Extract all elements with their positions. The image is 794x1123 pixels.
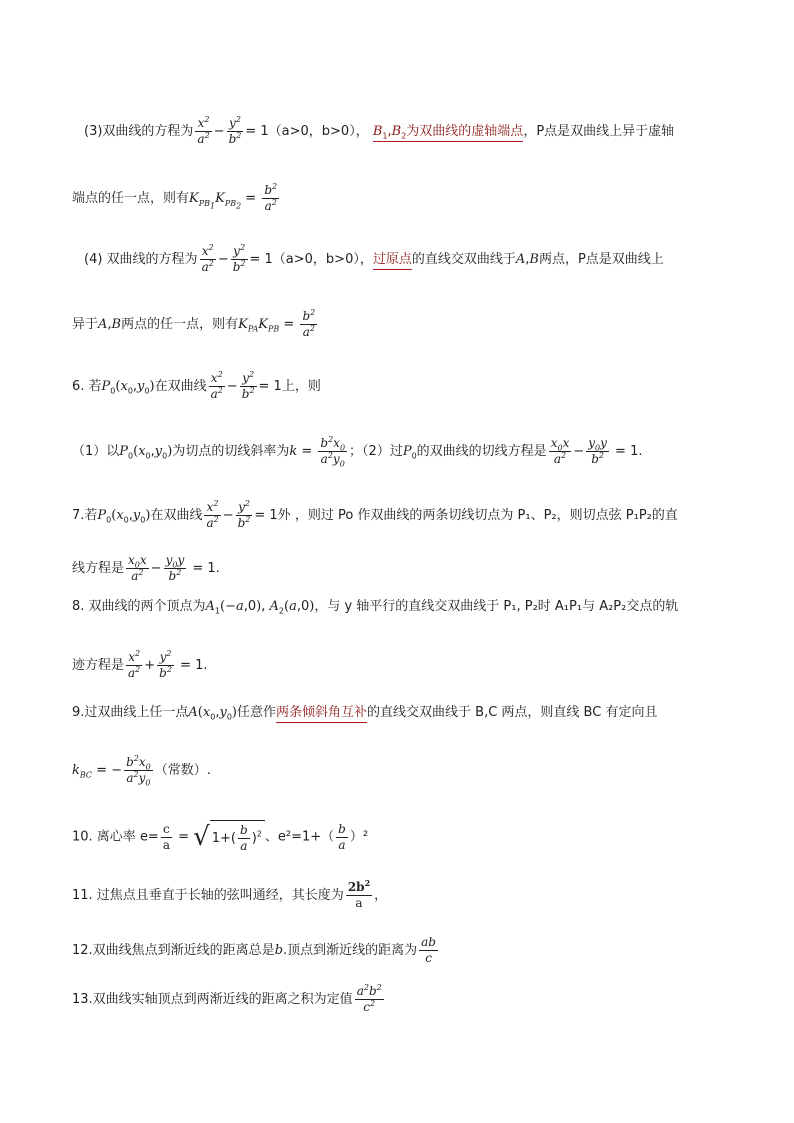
item-8-line-2: 迹方程是 $\frac{x^2}{a^2}$ + $\frac{y^2}{b^2}$ = 1.	[72, 649, 208, 680]
fraction: $\frac{b^2x_0}{a^2y_0}$	[320, 435, 346, 469]
item-7-line-1: 7.若$P_0(x_0,y_0)$在双曲线 $\frac{x^2}{a^2}$ − $\frac{y^2}{b^2}$ = 1外 ，则过 Po 作双曲线的两条切线切点为 P₁、P₂，则切点弦 P₁P₂的直	[72, 499, 678, 530]
item-11: 11. 过焦点且垂直于长轴的弦叫通经，其长度为 $\frac{2b^2}{a}$ ，	[72, 878, 388, 910]
item-7-line-2: 线方程是 $\frac{x_0x}{a^2}$ − $\frac{y_0y}{b^2}$ = 1.	[72, 553, 220, 583]
fraction: $\frac{y^2}{b^2}$	[159, 649, 172, 680]
fraction: $\frac{y^2}{b^2}$	[241, 370, 255, 401]
item-12: 12.双曲线焦点到渐近线的距离总是b.顶点到渐近线的距离为 $\frac{ab}{c}$	[72, 935, 436, 965]
item-3-line-2: 端点的任一点，则有$K_{PB_1}K_{PB_2}$ = $\frac{b^2}{a^2}$	[72, 182, 278, 213]
fraction: $\frac{x^2}{a^2}$	[201, 243, 214, 274]
condition-text: = 1（a>0，b>0），	[245, 124, 369, 139]
highlight-underline: 过原点	[373, 252, 412, 270]
item-6-line-1: 6. 若$P_0(x_0,y_0)$在双曲线 $\frac{x^2}{a^2}$ − $\frac{y^2}{b^2}$ = 1上，则	[72, 370, 321, 401]
fraction: $\frac{x_0x}{a^2}$	[128, 553, 147, 583]
fraction: $\frac{ab}{c}$	[421, 935, 436, 965]
item-10: 10. 离心率 e= $\frac{c}{a}$ = √ 1+( $\frac{b}{a}$ )$^2$ 、e²=1+（ $\frac{b}{a}$ ）²	[72, 821, 369, 853]
item-4-line-1: (4) 双曲线的方程为 $\frac{x^2}{a^2}$ − $\frac{y^2}{b^2}$ = 1（a>0，b>0），过原点的直线交双曲线于A,B两点，P点是双曲线上	[84, 243, 664, 274]
sqrt-expression: √ 1+( $\frac{b}{a}$ )$^2$	[193, 820, 265, 854]
fraction: $\frac{y^2}{b^2}$	[228, 115, 242, 146]
item-9-line-1: 9.过双曲线上任一点$A(x_0,y_0)$任意作两条倾斜角互补的直线交双曲线于 B,C 两点，则直线 BC 有定向且	[72, 705, 658, 722]
fraction: $\frac{a^2b^2}{c^2}$	[356, 983, 382, 1014]
highlight-underline: 两条倾斜角互补	[276, 705, 367, 723]
fraction: $\frac{2b^2}{a}$	[347, 878, 371, 910]
fraction: $\frac{b^2x_0}{a^2y_0}$	[126, 754, 151, 788]
highlight-underline: $B_1,B_2$为双曲线的虚轴端点	[372, 124, 524, 141]
fraction: $\frac{y_0y}{b^2}$	[165, 553, 185, 583]
item-3-post: ，P点是双曲线上异于虚轴	[523, 124, 675, 139]
item-6-line-2: （1）以$P_0(x_0,y_0)$为切点的切线斜率为k = $\frac{b^2x_0}{a^2y_0}$ ；（2）过$P_0$的双曲线的切线方程是 $\frac{x_0x}{a^2}$ − $\frac{y_0y}{b^2}$ = 1.	[72, 435, 643, 469]
fraction: $\frac{x_0x}{a^2}$	[550, 436, 570, 466]
item-3-text: (3)双曲线的方程为	[84, 124, 194, 139]
item-9-line-2: $k_{BC}$ = − $\frac{b^2x_0}{a^2y_0}$ （常数）.	[72, 754, 211, 788]
item-4-line-2: 异于A,B两点的任一点，则有$K_{PA}K_{PB}$ = $\frac{b^2}{a^2}$	[72, 308, 316, 339]
item-8-line-1: 8. 双曲线的两个顶点为$A_1(-a,0)$, $A_2(a,0)$，与 y 轴平行的直线交双曲线于 P₁, P₂时 A₁P₁与 A₂P₂交点的轨	[72, 599, 679, 616]
item-13: 13.双曲线实轴顶点到两渐近线的距离之积为定值 $\frac{a^2b^2}{c^2}$	[72, 983, 382, 1014]
fraction: $\frac{b^2}{a^2}$	[264, 182, 278, 213]
fraction: $\frac{c}{a}$	[162, 821, 170, 852]
fraction: $\frac{y^2}{b^2}$	[237, 499, 251, 530]
item-3-line-1: (3)双曲线的方程为 $\frac{x^2}{a^2}$ − $\frac{y^2}{b^2}$ = 1（a>0，b>0）， $B_1,B_2$为双曲线的虚轴端点，P点是双曲线上异于虚轴	[84, 115, 675, 146]
fraction: $\frac{y^2}{b^2}$	[232, 243, 246, 274]
fraction: $\frac{x^2}{a^2}$	[206, 499, 219, 530]
fraction: $\frac{x^2}{a^2}$	[128, 649, 141, 680]
fraction: $\frac{b^2}{a^2}$	[302, 308, 316, 339]
fraction: $\frac{x^2}{a^2}$	[210, 370, 223, 401]
fraction: $\frac{x^2}{a^2}$	[197, 115, 210, 146]
fraction: $\frac{b}{a}$	[338, 821, 346, 852]
fraction: $\frac{b}{a}$	[240, 823, 248, 853]
fraction: $\frac{y_0y}{b^2}$	[588, 436, 607, 466]
